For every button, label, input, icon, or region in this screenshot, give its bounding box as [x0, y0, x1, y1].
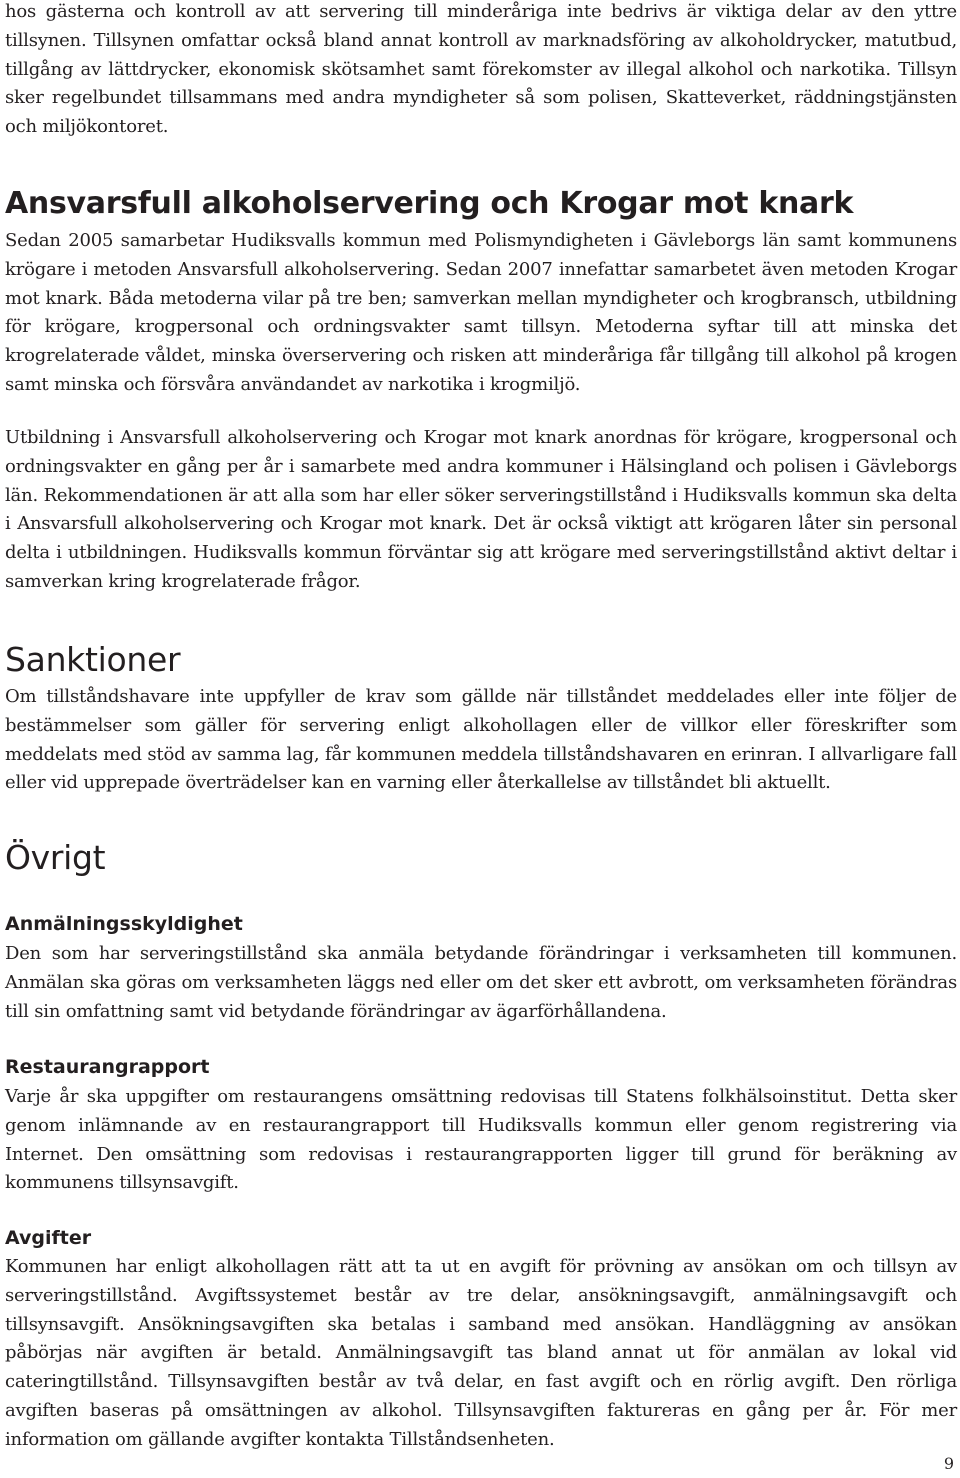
page-number: 9 — [943, 1454, 954, 1473]
restaurangrapport-paragraph: Varje år ska uppgifter om restaurangens omsättning redovisas till Statens folkhälsoinstitut. Detta sker genom inlämnande av en restaurangrapport till Hudiksvalls kommun eller genom registrering via Internet. Den omsättning som redovisas i restaurangrapporten ligger till grund för beräkning av kommunens tillsynsavgift. — [5, 1086, 957, 1194]
section-heading-ovrigt: Övrigt — [5, 838, 106, 877]
section-heading-sanktioner: Sanktioner — [5, 640, 181, 679]
ansvarsfull-paragraph-2: Utbildning i Ansvarsfull alkoholservering och Krogar mot knark anordnas för krögare, krogpersonal och ordningsvakter en gång per år i samarbete med andra kommuner i Hälsingland och polisen i Gävleborgs län. Rekommendationen är att alla som har eller söker serveringstillstånd i Hudiksvalls kommun ska delta i Ansvarsfull alkoholservering och Krogar mot knark. Det är också viktigt att krögaren låter sin personal delta i utbildningen. Hudiksvalls kommun förväntar sig att krögare med serveringstillstånd aktivt deltar i samverkan kring krogrelaterade frågor. — [5, 427, 957, 592]
anmalningsskyldighet-paragraph: Den som har serveringstillstånd ska anmäla betydande förändringar i verksamheten till kommunen. Anmälan ska göras om verksamheten läggs ned eller om det sker ett avbrott, om verksamheten förändras till sin omfattning samt vid betydande förändringar av ägarförhållandena. — [5, 943, 957, 1022]
intro-paragraph: hos gästerna och kontroll av att servering till minderåriga inte bedrivs är viktiga delar av den yttre tillsynen. Tillsynen omfattar också bland annat kontroll av marknadsföring av alkoholdrycker, matutbud, tillgång av lättdrycker, ekonomisk skötsamhet samt förekomster av illegal alkohol och narkotika. Tillsyn sker regelbundet tillsammans med andra myndigheter så som polisen, Skatteverket, räddningstjänsten och miljökontoret. — [5, 1, 957, 138]
sanktioner-paragraph: Om tillståndshavare inte uppfyller de krav som gällde när tillståndet meddelades eller inte följer de bestämmelser som gäller för servering enligt alkohollagen eller de villkor eller föreskrifter som meddelats med stöd av samma lag, får kommunen meddela tillståndshavaren en erinran. I allvarligare fall eller vid upprepade överträdelser kan en varning eller återkallelse av tillståndet bli aktuellt. — [5, 686, 957, 794]
section-heading-ansvarsfull: Ansvarsfull alkoholservering och Krogar mot knark — [5, 186, 854, 221]
subheading-restaurangrapport: Restaurangrapport — [5, 1056, 210, 1078]
avgifter-paragraph: Kommunen har enligt alkohollagen rätt att ta ut en avgift för prövning av ansökan om och tillsyn av serveringstillstånd. Avgiftssystemet består av tre delar, ansökningsavgift, anmälningsavgift och tillsynsavgift. Ansökningsavgiften ska betalas i samband med ansökan. Handläggning av ansökan påbörjas när avgiften är betald. Anmälningsavgift tas bland annat ut för anmälan av lokal vid cateringtillstånd. Tillsynsavgiften består av två delar, en fast avgift och en rörlig avgift. Den rörliga avgiften baseras på omsättningen av alkohol. Tillsynsavgiften faktureras en gång per år. För mer information om gällande avgifter kontakta Tillståndsenheten. — [5, 1256, 957, 1450]
ansvarsfull-paragraph-1: Sedan 2005 samarbetar Hudiksvalls kommun med Polismyndigheten i Gävleborgs län samt kommunens krögare i metoden Ansvarsfull alkoholservering. Sedan 2007 innefattar samarbetet även metoden Krogar mot knark. Båda metoderna vilar på tre ben; samverkan mellan myndigheter och krogbransch, utbildning för krögare, krogpersonal och ordningsvakter samt tillsyn. Metoderna syftar till att minska det krogrelaterade våldet, minska överservering och risken att minderåriga får tillgång till alkohol på krogen samt minska och försvåra användandet av narkotika i krogmiljö. — [5, 230, 957, 395]
subheading-avgifter: Avgifter — [5, 1227, 92, 1249]
subheading-anmalningsskyldighet: Anmälningsskyldighet — [5, 913, 243, 935]
